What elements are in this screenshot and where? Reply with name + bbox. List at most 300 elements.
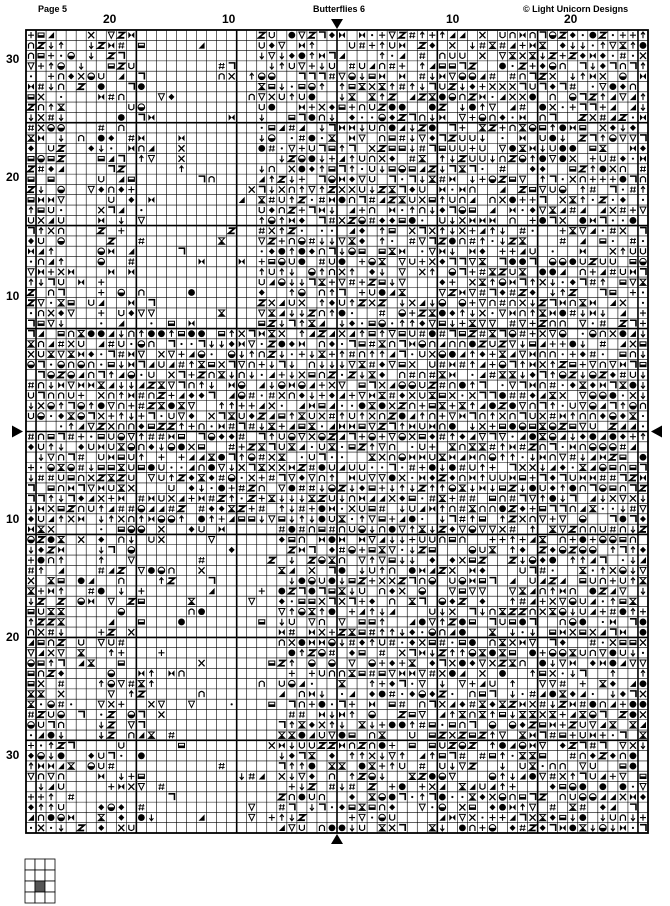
- large-dot-symbol: [499, 804, 506, 811]
- bowtie-symbol: [339, 32, 345, 38]
- down-arrow-symbol: [320, 238, 324, 244]
- cap-n-symbol: [470, 691, 475, 697]
- plus-symbol: [189, 495, 195, 501]
- bowtie-symbol: [620, 825, 626, 831]
- filled-rect-symbol: [389, 229, 395, 233]
- large-dot-symbol: [609, 433, 616, 440]
- up-arrow-symbol: [641, 670, 645, 676]
- diamond-symbol: [560, 639, 566, 645]
- up-arrow-symbol: [420, 413, 424, 419]
- down-triangle-symbol: [630, 279, 636, 285]
- filled-rect-symbol: [500, 486, 506, 490]
- cap-n-symbol: [259, 352, 264, 358]
- half-triangle-symbol: [510, 742, 516, 748]
- hash-symbol: [289, 711, 295, 717]
- letter-x-symbol: [640, 711, 646, 717]
- half-filled-circle-symbol: [128, 444, 135, 451]
- half-filled-circle-symbol: [369, 773, 376, 780]
- bowtie-symbol: [68, 814, 74, 820]
- down-arrow-symbol: [641, 588, 645, 594]
- cup-u-symbol: [59, 475, 64, 481]
- down-triangle-symbol: [339, 619, 345, 625]
- corner-bracket-symbol: [640, 269, 646, 275]
- cap-n-symbol: [169, 568, 174, 574]
- cup-u-symbol: [360, 464, 365, 470]
- cup-u-symbol: [530, 578, 535, 584]
- filled-rect-symbol: [439, 754, 445, 758]
- up-arrow-symbol: [410, 207, 414, 213]
- plus-symbol: [239, 403, 245, 409]
- corner-bracket-symbol: [630, 516, 636, 522]
- half-filled-circle-symbol: [590, 402, 597, 409]
- bowtie-symbol: [98, 485, 104, 491]
- hourglass-symbol: [439, 495, 445, 501]
- filled-rect-symbol: [138, 43, 144, 47]
- hash-symbol: [249, 773, 255, 779]
- hourglass-symbol: [469, 794, 475, 800]
- half-triangle-symbol: [449, 629, 455, 635]
- hash-symbol: [610, 156, 616, 162]
- cup-u-symbol: [360, 63, 365, 69]
- cup-u-symbol: [89, 300, 94, 306]
- cup-u-symbol: [520, 567, 525, 573]
- bowtie-symbol: [28, 248, 34, 254]
- hash-symbol: [329, 73, 335, 79]
- down-arrow-symbol: [440, 516, 444, 522]
- up-arrow-symbol: [149, 681, 153, 687]
- corner-bracket-symbol: [520, 279, 526, 285]
- hash-symbol: [118, 351, 124, 357]
- letter-z-symbol: [319, 331, 325, 336]
- diamond-symbol: [369, 691, 375, 697]
- hash-symbol: [329, 650, 335, 656]
- letter-z-symbol: [58, 156, 64, 161]
- up-arrow-symbol: [561, 289, 565, 295]
- down-triangle-symbol: [500, 310, 506, 316]
- half-filled-circle-symbol: [459, 300, 466, 307]
- half-filled-circle-symbol: [529, 125, 536, 132]
- half-triangle-symbol: [520, 434, 526, 440]
- plus-symbol: [279, 372, 285, 378]
- center-marker-left: [12, 426, 23, 438]
- diamond-symbol: [28, 238, 34, 244]
- letter-x-symbol: [409, 434, 415, 440]
- large-dot-symbol: [459, 824, 466, 831]
- half-triangle-symbol: [630, 331, 636, 337]
- letter-x-symbol: [239, 464, 245, 470]
- bowtie-symbol: [28, 526, 34, 532]
- letter-x-symbol: [38, 825, 44, 831]
- small-dot-symbol: [602, 230, 604, 232]
- letter-z-symbol: [118, 568, 124, 573]
- small-dot-symbol: [562, 405, 564, 407]
- bowtie-symbol: [199, 258, 205, 264]
- plus-symbol: [479, 825, 485, 831]
- letter-x-symbol: [98, 207, 104, 213]
- half-triangle-symbol: [329, 331, 335, 337]
- cap-n-symbol: [49, 290, 54, 296]
- cap-n-symbol: [510, 218, 515, 224]
- letter-z-symbol: [620, 321, 626, 326]
- hourglass-symbol: [560, 691, 566, 697]
- half-triangle-symbol: [108, 331, 114, 337]
- half-triangle-symbol: [379, 495, 385, 501]
- large-dot-symbol: [158, 330, 165, 337]
- cap-n-symbol: [470, 825, 475, 831]
- down-triangle-symbol: [479, 526, 485, 532]
- cup-u-symbol: [480, 145, 485, 151]
- large-dot-symbol: [198, 330, 205, 337]
- diamond-symbol: [58, 670, 64, 676]
- plus-symbol: [540, 650, 546, 656]
- letter-z-symbol: [580, 135, 586, 140]
- half-filled-circle-symbol: [118, 433, 125, 440]
- cap-n-symbol: [119, 403, 124, 409]
- letter-z-symbol: [168, 578, 174, 583]
- large-dot-symbol: [379, 691, 386, 698]
- corner-bracket-symbol: [590, 485, 596, 491]
- corner-bracket-symbol: [550, 506, 556, 512]
- corner-bracket-symbol: [68, 454, 74, 460]
- letter-x-symbol: [68, 516, 74, 522]
- hash-symbol: [419, 145, 425, 151]
- half-triangle-symbol: [469, 784, 475, 790]
- corner-bracket-symbol: [620, 475, 626, 481]
- hourglass-symbol: [299, 722, 305, 728]
- diamond-symbol: [108, 135, 114, 141]
- up-arrow-symbol: [340, 413, 344, 419]
- plus-symbol: [259, 475, 265, 481]
- up-arrow-symbol: [220, 403, 224, 409]
- diamond-symbol: [389, 660, 395, 666]
- up-arrow-symbol: [300, 650, 304, 656]
- hash-symbol: [439, 639, 445, 645]
- hourglass-symbol: [489, 331, 495, 337]
- cup-u-symbol: [59, 279, 64, 285]
- half-triangle-symbol: [98, 300, 104, 306]
- letter-x-symbol: [128, 629, 134, 635]
- letter-x-symbol: [489, 83, 495, 89]
- cup-u-symbol: [169, 485, 174, 491]
- down-arrow-symbol: [430, 207, 434, 213]
- corner-bracket-symbol: [58, 289, 64, 295]
- half-filled-circle-symbol: [600, 392, 607, 399]
- large-dot-symbol: [609, 649, 616, 656]
- up-arrow-symbol: [611, 598, 615, 604]
- letter-x-symbol: [530, 814, 536, 820]
- half-filled-circle-symbol: [58, 238, 65, 245]
- half-triangle-symbol: [439, 341, 445, 347]
- half-triangle-symbol: [419, 506, 425, 512]
- hash-symbol: [459, 753, 465, 759]
- filled-rect-symbol: [359, 342, 365, 346]
- cup-u-symbol: [420, 423, 425, 429]
- filled-rect-symbol: [580, 126, 586, 130]
- letter-x-symbol: [449, 732, 455, 738]
- cup-u-symbol: [309, 413, 314, 419]
- plus-symbol: [219, 516, 225, 522]
- cup-u-symbol: [309, 454, 314, 460]
- large-dot-symbol: [389, 104, 396, 111]
- down-arrow-symbol: [511, 691, 515, 697]
- half-triangle-symbol: [108, 156, 114, 162]
- down-arrow-symbol: [631, 557, 635, 563]
- letter-x-symbol: [479, 423, 485, 429]
- diamond-symbol: [118, 804, 124, 810]
- letter-z-symbol: [530, 444, 536, 449]
- small-dot-symbol: [632, 116, 634, 118]
- hourglass-symbol: [369, 94, 375, 100]
- hash-symbol: [469, 701, 475, 707]
- down-triangle-symbol: [309, 475, 315, 481]
- cup-u-symbol: [570, 794, 575, 800]
- bowtie-symbol: [259, 331, 265, 337]
- corner-bracket-symbol: [540, 32, 546, 38]
- corner-bracket-symbol: [459, 269, 465, 275]
- small-dot-symbol: [40, 744, 42, 746]
- letter-x-symbol: [610, 207, 616, 213]
- filled-rect-symbol: [199, 445, 205, 449]
- filled-rect-symbol: [600, 239, 606, 243]
- down-arrow-symbol: [400, 536, 404, 542]
- cup-u-symbol: [159, 495, 164, 501]
- filled-rect-symbol: [429, 548, 435, 552]
- small-dot-symbol: [521, 456, 523, 458]
- hash-symbol: [399, 83, 405, 89]
- plus-symbol: [259, 361, 265, 367]
- plus-symbol: [279, 238, 285, 244]
- small-dot-symbol: [592, 199, 594, 201]
- diamond-symbol: [550, 814, 556, 820]
- large-dot-symbol: [198, 608, 205, 615]
- down-triangle-symbol: [479, 588, 485, 594]
- down-arrow-symbol: [340, 578, 344, 584]
- bowtie-symbol: [590, 475, 596, 481]
- cap-n-symbol: [259, 681, 264, 687]
- plus-symbol: [359, 279, 365, 285]
- large-dot-symbol: [359, 763, 366, 770]
- small-dot-symbol: [532, 230, 534, 232]
- cap-n-symbol: [630, 352, 635, 358]
- down-triangle-symbol: [48, 773, 54, 779]
- letter-x-symbol: [309, 434, 315, 440]
- diamond-symbol: [540, 63, 546, 69]
- down-arrow-symbol: [280, 753, 284, 759]
- down-arrow-symbol: [621, 125, 625, 131]
- cup-u-symbol: [410, 506, 415, 512]
- diamond-symbol: [28, 753, 34, 759]
- corner-bracket-symbol: [520, 83, 526, 89]
- down-arrow-symbol: [501, 228, 505, 234]
- half-filled-circle-symbol: [399, 454, 406, 461]
- down-triangle-symbol: [459, 814, 465, 820]
- hash-symbol: [158, 784, 164, 790]
- half-triangle-symbol: [209, 588, 215, 594]
- filled-rect-symbol: [359, 249, 365, 253]
- letter-x-symbol: [78, 536, 84, 542]
- diamond-symbol: [299, 392, 305, 398]
- corner-bracket-symbol: [429, 238, 435, 244]
- diamond-symbol: [530, 207, 536, 213]
- small-dot-symbol: [311, 446, 313, 448]
- letter-x-symbol: [630, 495, 636, 501]
- filled-rect-symbol: [389, 702, 395, 706]
- down-arrow-symbol: [440, 464, 444, 470]
- down-triangle-symbol: [299, 434, 305, 440]
- cap-n-symbol: [329, 774, 334, 780]
- letter-x-symbol: [600, 73, 606, 79]
- cap-n-symbol: [580, 444, 585, 450]
- letter-z-symbol: [138, 691, 144, 696]
- hourglass-symbol: [379, 392, 385, 398]
- plus-symbol: [379, 660, 385, 666]
- center-marker-top: [331, 19, 343, 29]
- large-dot-symbol: [399, 783, 406, 790]
- hash-symbol: [269, 197, 275, 203]
- down-triangle-symbol: [520, 176, 526, 182]
- letter-x-symbol: [449, 567, 455, 573]
- small-dot-symbol: [642, 425, 644, 427]
- down-triangle-symbol: [419, 670, 425, 676]
- half-filled-circle-symbol: [419, 341, 426, 348]
- letter-z-symbol: [439, 238, 445, 243]
- plus-symbol: [429, 32, 435, 38]
- half-triangle-symbol: [419, 166, 425, 172]
- large-dot-symbol: [298, 794, 305, 801]
- half-triangle-symbol: [339, 464, 345, 470]
- down-arrow-symbol: [571, 609, 575, 615]
- corner-bracket-symbol: [319, 804, 325, 810]
- hourglass-symbol: [540, 423, 546, 429]
- letter-x-symbol: [279, 464, 285, 470]
- cap-n-symbol: [580, 753, 585, 759]
- small-dot-symbol: [552, 569, 554, 571]
- hourglass-symbol: [359, 361, 365, 367]
- small-dot-symbol: [351, 405, 353, 407]
- cap-n-symbol: [39, 774, 44, 780]
- filled-rect-symbol: [399, 332, 405, 336]
- down-arrow-symbol: [350, 485, 354, 491]
- cup-u-symbol: [39, 351, 44, 357]
- bowtie-symbol: [560, 629, 566, 635]
- diamond-symbol: [610, 125, 616, 131]
- plus-symbol: [128, 186, 134, 192]
- small-dot-symbol: [431, 806, 433, 808]
- half-filled-circle-symbol: [610, 413, 617, 420]
- letter-x-symbol: [459, 228, 465, 234]
- down-arrow-symbol: [250, 372, 254, 378]
- bowtie-symbol: [289, 464, 295, 470]
- up-arrow-symbol: [89, 403, 93, 409]
- down-arrow-symbol: [450, 248, 454, 254]
- half-filled-circle-symbol: [369, 660, 376, 667]
- cup-u-symbol: [550, 186, 555, 192]
- cup-u-symbol: [29, 217, 34, 223]
- letter-x-symbol: [409, 228, 415, 234]
- large-dot-symbol: [589, 588, 596, 595]
- cup-u-symbol: [279, 434, 284, 440]
- diamond-symbol: [429, 660, 435, 666]
- down-triangle-symbol: [479, 434, 485, 440]
- small-dot-symbol: [321, 425, 323, 427]
- cap-n-symbol: [490, 115, 495, 121]
- letter-x-symbol: [279, 773, 285, 779]
- letter-z-symbol: [329, 372, 335, 377]
- large-dot-symbol: [329, 824, 336, 831]
- hourglass-symbol: [520, 711, 526, 717]
- diamond-symbol: [610, 681, 616, 687]
- plus-symbol: [600, 104, 606, 110]
- hourglass-symbol: [530, 753, 536, 759]
- down-arrow-symbol: [470, 42, 474, 48]
- half-filled-circle-symbol: [499, 794, 506, 801]
- bowtie-symbol: [510, 475, 516, 481]
- filled-rect-symbol: [610, 465, 616, 469]
- down-triangle-symbol: [530, 639, 536, 645]
- letter-z-symbol: [570, 372, 576, 377]
- hourglass-symbol: [369, 454, 375, 460]
- filled-rect-symbol: [469, 558, 475, 562]
- cap-n-symbol: [340, 558, 345, 564]
- cup-u-symbol: [420, 392, 425, 398]
- large-dot-symbol: [288, 649, 295, 656]
- corner-bracket-symbol: [469, 722, 475, 728]
- up-arrow-symbol: [180, 516, 184, 522]
- diamond-symbol: [88, 145, 94, 151]
- hash-symbol: [128, 258, 134, 264]
- down-arrow-symbol: [521, 557, 525, 563]
- cap-n-symbol: [420, 702, 425, 708]
- letter-z-symbol: [78, 84, 84, 89]
- half-triangle-symbol: [439, 711, 445, 717]
- hash-symbol: [560, 681, 566, 687]
- down-triangle-symbol: [138, 310, 144, 316]
- plus-symbol: [600, 609, 606, 615]
- filled-rect-symbol: [38, 54, 44, 58]
- page-map-cell: [25, 859, 35, 870]
- plus-symbol: [189, 372, 195, 378]
- corner-bracket-symbol: [389, 464, 395, 470]
- up-arrow-symbol: [159, 578, 163, 584]
- hash-symbol: [259, 454, 265, 460]
- small-dot-symbol: [642, 291, 644, 293]
- hourglass-symbol: [580, 464, 586, 470]
- half-triangle-symbol: [289, 423, 295, 429]
- plus-symbol: [259, 495, 265, 501]
- half-triangle-symbol: [600, 629, 606, 635]
- bowtie-symbol: [48, 763, 54, 769]
- down-arrow-symbol: [89, 53, 93, 59]
- half-filled-circle-symbol: [610, 536, 617, 543]
- hash-symbol: [329, 784, 335, 790]
- letter-x-symbol: [189, 444, 195, 450]
- hourglass-symbol: [88, 660, 94, 666]
- filled-rect-symbol: [419, 435, 425, 439]
- letter-x-symbol: [319, 722, 325, 728]
- half-triangle-symbol: [409, 413, 415, 419]
- up-arrow-symbol: [491, 732, 495, 738]
- bowtie-symbol: [239, 341, 245, 347]
- half-triangle-symbol: [600, 269, 606, 275]
- cup-u-symbol: [640, 248, 645, 254]
- small-dot-symbol: [371, 466, 373, 468]
- corner-bracket-symbol: [449, 207, 455, 213]
- large-dot-symbol: [258, 145, 265, 152]
- large-dot-symbol: [178, 444, 185, 451]
- cap-n-symbol: [289, 794, 294, 800]
- half-triangle-symbol: [550, 464, 556, 470]
- half-filled-circle-symbol: [168, 516, 175, 523]
